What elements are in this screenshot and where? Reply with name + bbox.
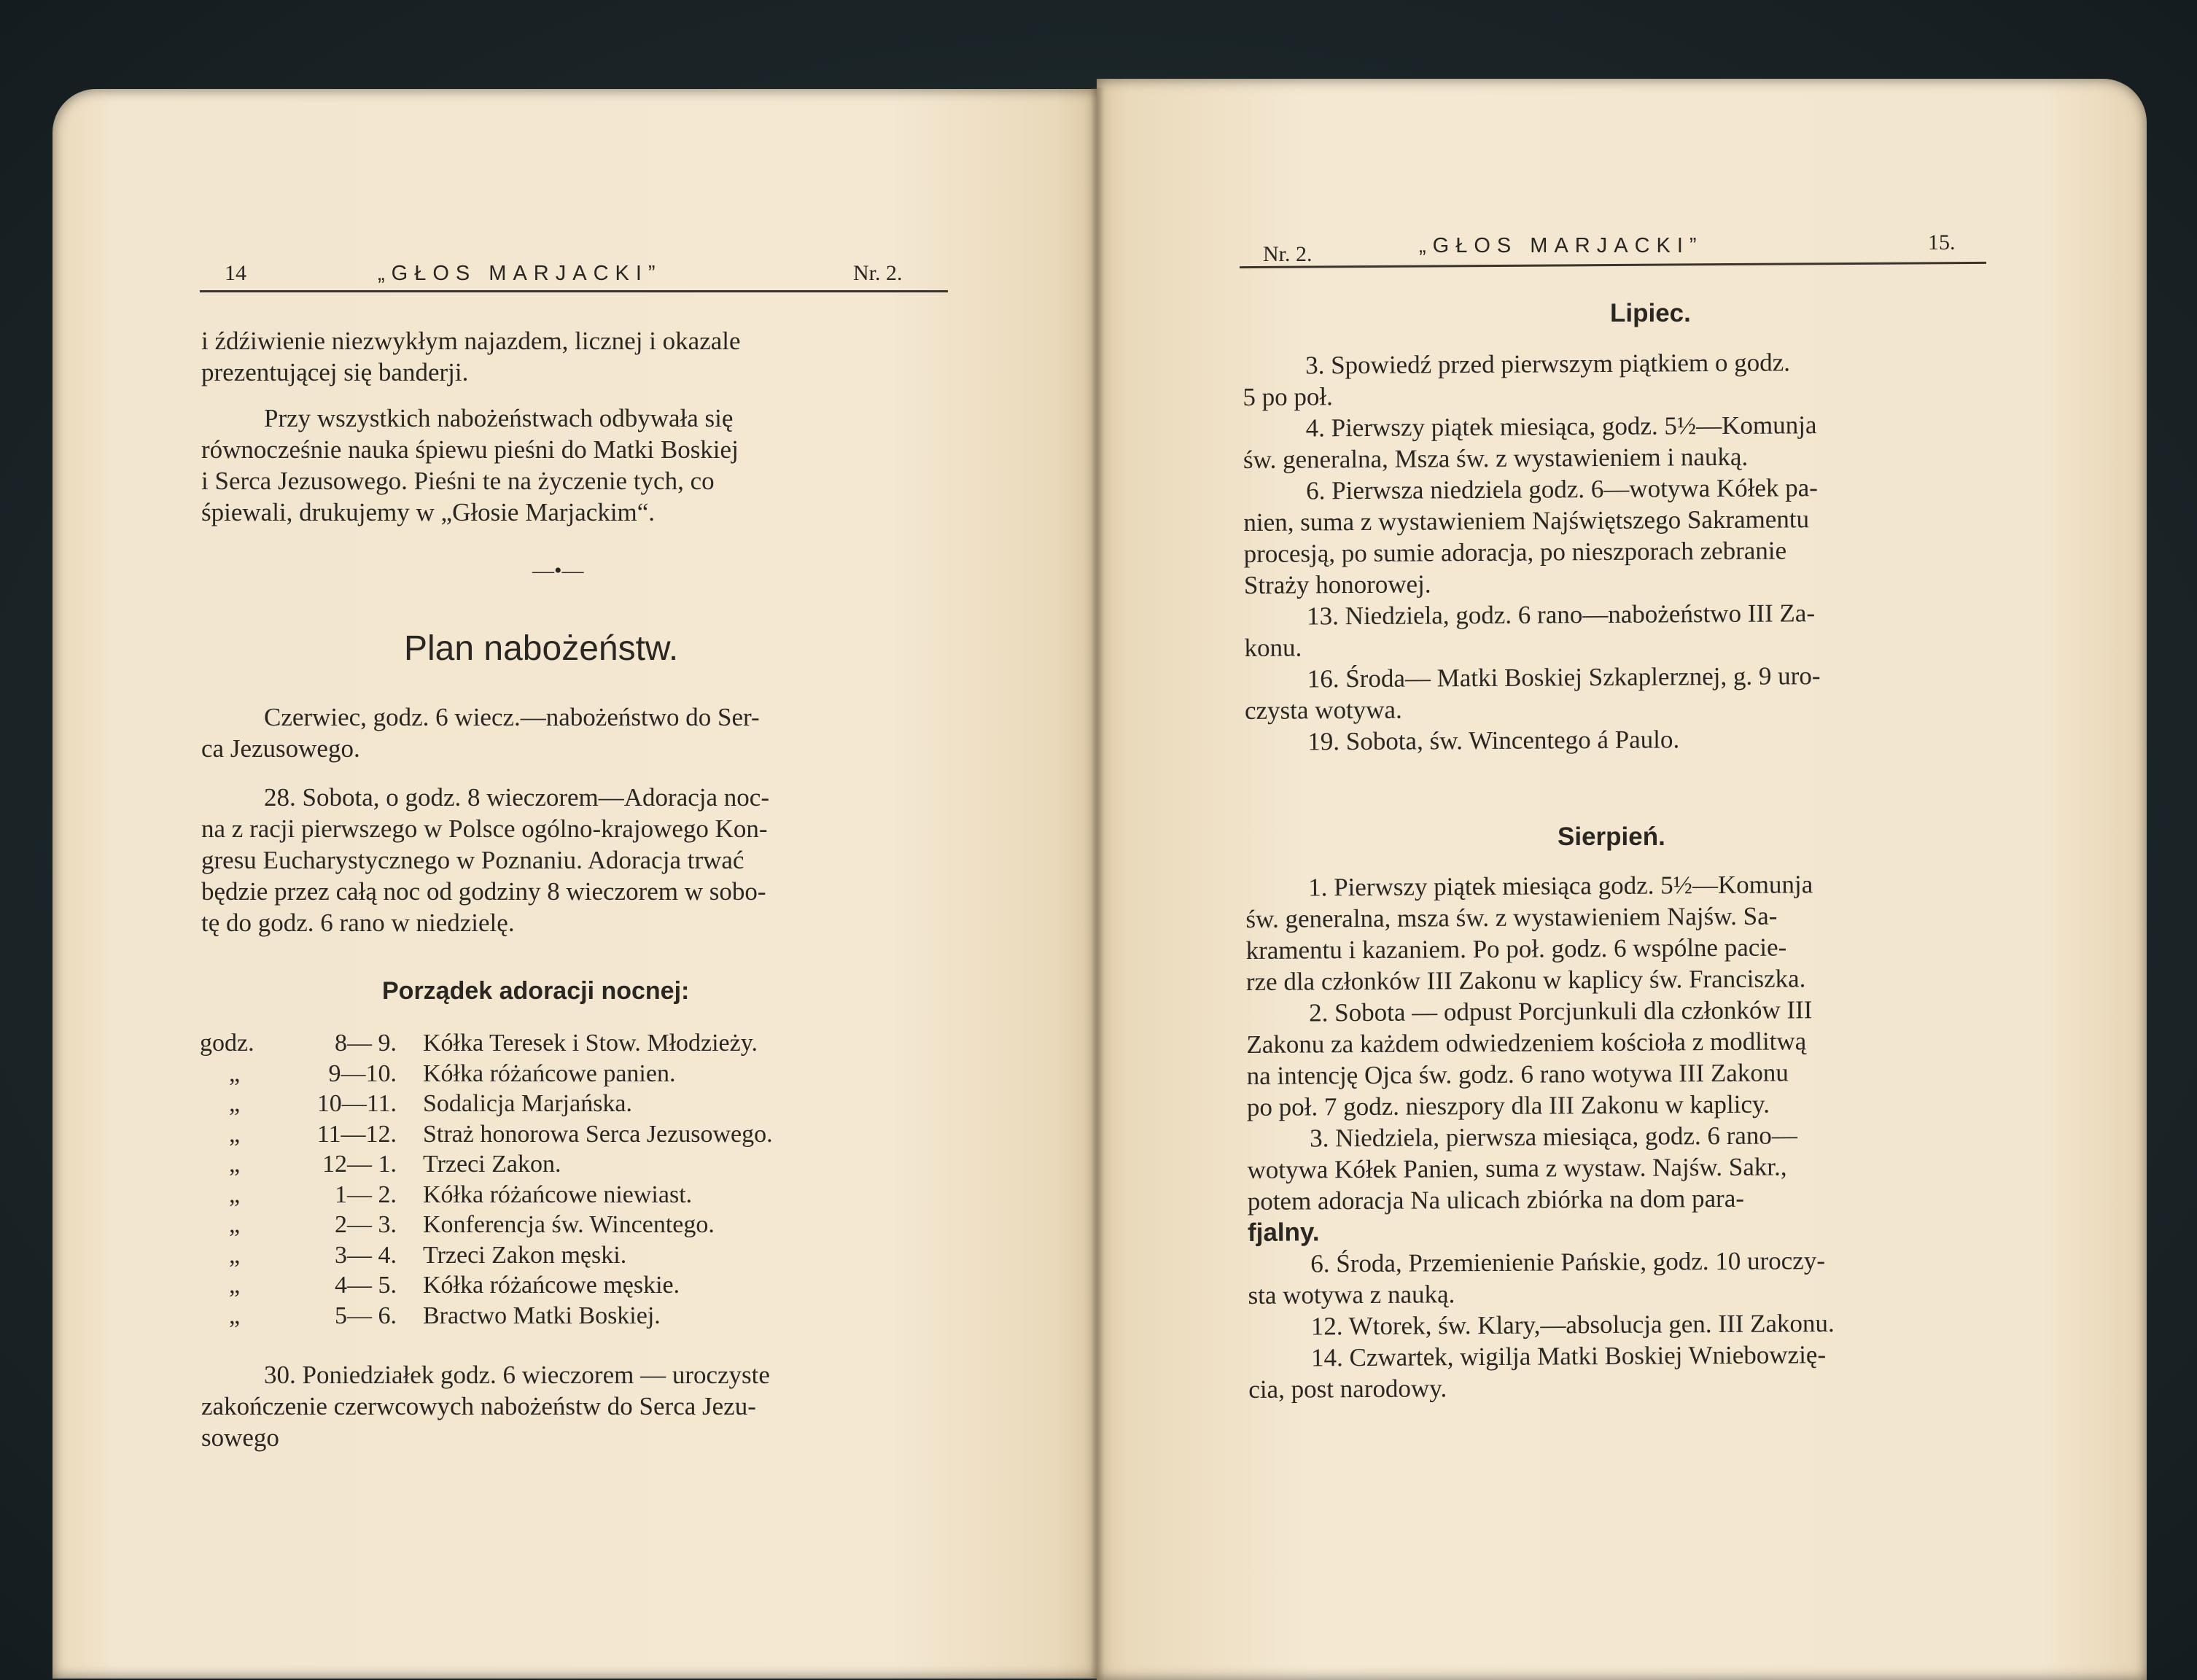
schedule-group: Konferencja św. Wincentego. (423, 1211, 715, 1238)
text-line: rze dla członków III Zakonu w kaplicy św. Franciszka. (1245, 964, 1806, 996)
schedule-row (200, 1210, 773, 1240)
text-line: 16. Środa— Matki Boskiej Szkaplerznej, g. 9 uro- (1307, 661, 1821, 693)
right-issue-number: Nr. 2. (1263, 242, 1313, 266)
schedule-hours: 10—11. (316, 1090, 397, 1117)
text-line: będzie przez całą noc od godziny 8 wieczorem w sobo- (201, 877, 766, 906)
schedule-hours: 1— 2. (335, 1181, 397, 1208)
schedule-prefix: „ (229, 1120, 241, 1148)
schedule-group: Bractwo Matki Boskiej. (423, 1302, 661, 1329)
sierpien-heading: Sierpień. (1558, 822, 1665, 851)
text-line: śpiewali, drukujemy w „Głosie Marjackim“. (201, 498, 656, 526)
text-line: Czerwiec, godz. 6 wiecz.—nabożeństwo do Ser- (264, 703, 760, 731)
left-page-number: 14 (225, 261, 246, 285)
text-line: czysta wotywa. (1244, 695, 1402, 725)
text-line: Przy wszystkich nabożeństwach odbywała się (264, 404, 734, 432)
schedule-group: Kółka różańcowe panien. (423, 1059, 676, 1087)
schedule-group: Kółka Teresek i Stow. Młodzieży. (423, 1030, 758, 1057)
right-running-title-text: „GŁOS MARJACKI” (1419, 234, 1703, 257)
adoration-schedule (200, 1028, 773, 1331)
schedule-row (200, 1089, 773, 1119)
schedule-hours: 3— 4. (335, 1241, 397, 1269)
text-line: św. generalna, msza św. z wystawieniem Najśw. Sa- (1245, 901, 1778, 933)
left-intro (201, 325, 948, 388)
text-line: gresu Eucharystycznego w Poznaniu. Adoracja trwać (201, 846, 744, 874)
schedule-hours: 2— 3. (335, 1211, 397, 1238)
text-line: procesją, po sumie adoracja, po nieszporach zebranie (1243, 536, 1787, 568)
schedule-row (200, 1149, 773, 1180)
lipiec-entries (1243, 346, 2003, 758)
schedule-group: Kółka różańcowe niewiast. (423, 1181, 693, 1208)
schedule-hours: 12— 1. (322, 1151, 397, 1178)
text-line: 30. Poniedziałek godz. 6 wieczorem — uroczyste (264, 1361, 770, 1389)
item-30-entry (201, 1359, 948, 1453)
schedule-group: Straż honorowa Serca Jezusowego. (423, 1120, 773, 1148)
text-line: i źdźiwienie niezwykłym najazdem, licznej i okazale (201, 327, 741, 355)
section-ornament: —•— (532, 559, 584, 583)
schedule-prefix: „ (229, 1272, 241, 1299)
text-line: 12. Wtorek, św. Klary,—absolucja gen. III Zakonu. (1310, 1309, 1835, 1341)
schedule-hours: 8— 9. (335, 1030, 397, 1057)
sierpien-entries (1245, 868, 2007, 1405)
left-running-title (378, 261, 662, 286)
text-line: Zakonu za każdem odwiedzeniem kościoła z modlitwą (1246, 1027, 1807, 1059)
left-header-rule (200, 290, 948, 292)
schedule-row (200, 1240, 773, 1271)
text-line: Straży honorowej. (1243, 569, 1431, 599)
right-page-number: 15. (1928, 230, 1956, 254)
lipiec-heading: Lipiec. (1610, 299, 1691, 327)
schedule-hours: 4— 5. (335, 1272, 397, 1299)
text-line: ca Jezusowego. (201, 734, 360, 763)
schedule-prefix: „ (229, 1181, 241, 1208)
schedule-hours: 11—12. (316, 1120, 397, 1148)
right-running-title (1419, 233, 1703, 258)
schedule-prefix: godz. (200, 1030, 254, 1057)
schedule-group: Sodalicja Marjańska. (423, 1090, 633, 1117)
schedule-row (200, 1059, 773, 1089)
text-line: tę do godz. 6 rano w niedzielę. (201, 909, 515, 937)
text-line: i Serca Jezusowego. Pieśni te na życzenie tych, co (201, 467, 715, 495)
schedule-row (200, 1180, 773, 1210)
section-title: Plan nabożeństw. (404, 629, 679, 668)
schedule-prefix: „ (229, 1241, 241, 1269)
item-28-entry (201, 782, 948, 938)
text-line: 28. Sobota, o godz. 8 wieczorem—Adoracja noc- (264, 783, 769, 812)
left-issue-number: Nr. 2. (853, 261, 903, 285)
text-line: 4. Pierwszy piątek miesiąca, godz. 5½—Komunja (1305, 411, 1817, 443)
schedule-title: Porządek adoracji nocnej: (382, 977, 690, 1005)
text-line: kramentu i kazaniem. Po poł. godz. 6 wspólne pacie- (1245, 933, 1787, 965)
text-line: nien, suma z wystawieniem Najświętszego Sakramentu (1243, 505, 1810, 537)
text-line: sta wotywa z nauką. (1248, 1280, 1455, 1310)
schedule-prefix: „ (229, 1090, 241, 1117)
schedule-prefix: „ (229, 1302, 241, 1329)
text-line: na z racji pierwszego w Polsce ogólno-krajowego Kon- (201, 814, 768, 843)
text-line: równocześnie nauka śpiewu pieśni do Matki Boskiej (201, 435, 739, 464)
schedule-prefix: „ (229, 1059, 241, 1087)
text-line: sowego (201, 1423, 279, 1452)
text-line: prezentującej się banderji. (201, 358, 469, 386)
text-line: na intencję Ojca św. godz. 6 rano wotywa III Zakonu (1246, 1058, 1789, 1090)
schedule-row (200, 1028, 773, 1059)
schedule-prefix: „ (229, 1151, 241, 1178)
text-line: konu. (1244, 633, 1302, 662)
book-gutter (1091, 88, 1104, 1680)
text-line: św. generalna, Msza św. z wystawieniem i nauką. (1243, 442, 1749, 474)
schedule-hours: 9—10. (328, 1059, 397, 1087)
schedule-prefix: „ (229, 1211, 241, 1238)
schedule-group: Kółka różańcowe męskie. (423, 1272, 680, 1299)
text-line: 2. Sobota — odpust Porcjunkuli dla członków III (1309, 995, 1813, 1027)
text-line: zakończenie czerwcowych nabożeństw do Serca Jezu- (201, 1392, 756, 1420)
schedule-group: Trzeci Zakon męski. (423, 1241, 627, 1269)
text-line: potem adoracja Na ulicach zbiórka na dom para- (1247, 1183, 1745, 1216)
text-line: 1. Pierwszy piątek miesiąca godz. 5½—Komunja (1308, 870, 1813, 902)
text-line: wotywa Kółek Panien, suma z wystaw. Najśw. Sakr., (1247, 1152, 1787, 1184)
text-line: fjalny. (1247, 1218, 1320, 1247)
text-line: 5 po poł. (1243, 382, 1333, 411)
schedule-row (200, 1119, 773, 1150)
schedule-row (200, 1301, 773, 1331)
text-line: 3. Spowiedź przed pierwszym piątkiem o godz. (1305, 348, 1791, 380)
text-line: 14. Czwartek, wigilja Matki Boskiej Wniebowzię- (1310, 1340, 1827, 1372)
schedule-hours: 5— 6. (335, 1302, 397, 1329)
text-line: 6. Środa, Przemienienie Pańskie, godz. 10 uroczy- (1310, 1246, 1826, 1278)
schedule-group: Trzeci Zakon. (423, 1151, 561, 1178)
text-line: 19. Sobota, św. Wincentego á Paulo. (1307, 725, 1680, 756)
left-paragraph-1 (201, 402, 948, 528)
text-line: 3. Niedziela, pierwsza miesiąca, godz. 6 rano— (1310, 1121, 1797, 1153)
text-line: 13. Niedziela, godz. 6 rano—nabożeństwo III Za- (1307, 599, 1816, 631)
czerwiec-entry (201, 701, 948, 764)
left-running-title-text: „GŁOS MARJACKI” (378, 262, 662, 285)
schedule-row (200, 1270, 773, 1301)
text-line: cia, post narodowy. (1248, 1374, 1447, 1404)
text-line: 6. Pierwsza niedziela godz. 6—wotywa Kółek pa- (1306, 473, 1819, 505)
text-line: po poł. 7 godz. nieszpory dla III Zakonu w kaplicy. (1246, 1089, 1770, 1121)
